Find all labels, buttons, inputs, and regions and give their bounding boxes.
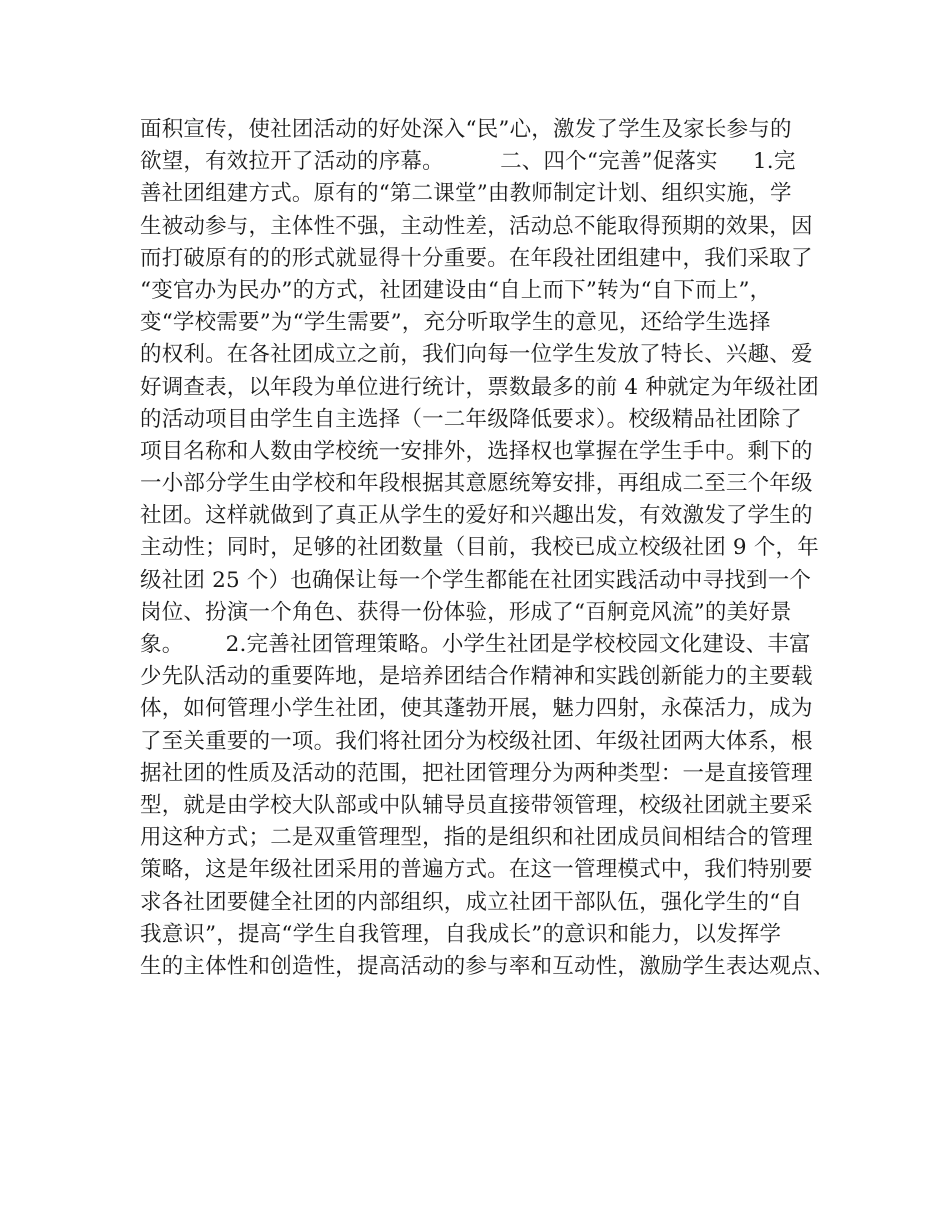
text-line: 项目名称和人数由学校统一安排外，选择权也掌握在学生手中。剩下的 [140, 438, 813, 464]
text-line: “变官办为民办”的方式，社团建设由“自上而下”转为“自下而上”， [140, 277, 772, 303]
text-line: 生被动参与，主体性不强，主动性差，活动总不能取得预期的效果，因 [140, 213, 813, 239]
text-line: 用这种方式；二是双重管理型，指的是组织和社团成员间相结合的管理 [140, 825, 813, 851]
text-line: 了至关重要的一项。我们将社团分为校级社团、年级社团两大体系，根 [140, 728, 813, 754]
text-line: 型，就是由学校大队部或中队辅导员直接带领管理，校级社团就主要采 [140, 792, 813, 818]
text-line: 生的主体性和创造性，提高活动的参与率和互动性，激励学生表达观点、 [140, 953, 835, 979]
text-line: 一小部分学生由学校和年段根据其意愿统筹安排，再组成二至三个年级 [140, 471, 813, 497]
text-line: 我意识”，提高“学生自我管理，自我成长”的意识和能力，以发挥学 [140, 921, 782, 947]
body-text [140, 114, 835, 983]
text-line: 而打破原有的的形式就显得十分重要。在年段社团组建中，我们采取了 [140, 245, 813, 271]
text-line: 好调查表，以年段为单位进行统计，票数最多的前 4 种就定为年级社团 [140, 374, 819, 400]
text-line: 的活动项目由学生自主选择（一二年级降低要求）。校级精品社团除了 [140, 406, 802, 432]
text-line: 主动性；同时，足够的社团数量（目前，我校已成立校级社团 9 个，年 [140, 535, 819, 561]
text-line: 级社团 25 个）也确保让每一个学生都能在社团实践活动中寻找到一个 [140, 567, 812, 593]
text-line: 据社团的性质及活动的范围，把社团管理分为两种类型：一是直接管理 [140, 760, 813, 786]
text-line: 善社团组建方式。原有的“第二课堂”由教师制定计划、组织实施，学 [140, 181, 792, 207]
text-line: 社团。这样就做到了真正从学生的爱好和兴趣出发，有效激发了学生的 [140, 503, 813, 529]
text-line: 变“学校需要”为“学生需要”，充分听取学生的意见，还给学生选择 [140, 310, 771, 336]
text-line: 面积宣传，使社团活动的好处深入“民”心，激发了学生及家长参与的 [140, 117, 792, 142]
text-line: 策略，这是年级社团采用的普遍方式。在这一管理模式中，我们特别要 [140, 857, 813, 883]
text-line: 象。 2.完善社团管理策略。小学生社团是学校校园文化建设、丰富 [140, 632, 811, 657]
text-line: 求各社团要健全社团的内部组织，成立社团干部队伍，强化学生的“自 [140, 889, 803, 915]
text-line: 少先队活动的重要阵地，是培养团结合作精神和实践创新能力的主要载 [140, 664, 813, 690]
text-line: 岗位、扮演一个角色、获得一份体验，形成了“百舸竞风流”的美好景 [140, 599, 792, 625]
text-line: 体，如何管理小学生社团，使其蓬勃开展，魅力四射，永葆活力，成为 [140, 696, 813, 722]
text-line: 欲望，有效拉开了活动的序幕。 二、四个“完善”促落实 1.完 [140, 149, 796, 175]
text-line: 的权利。在各社团成立之前，我们向每一位学生发放了特长、兴趣、爱 [140, 342, 813, 368]
